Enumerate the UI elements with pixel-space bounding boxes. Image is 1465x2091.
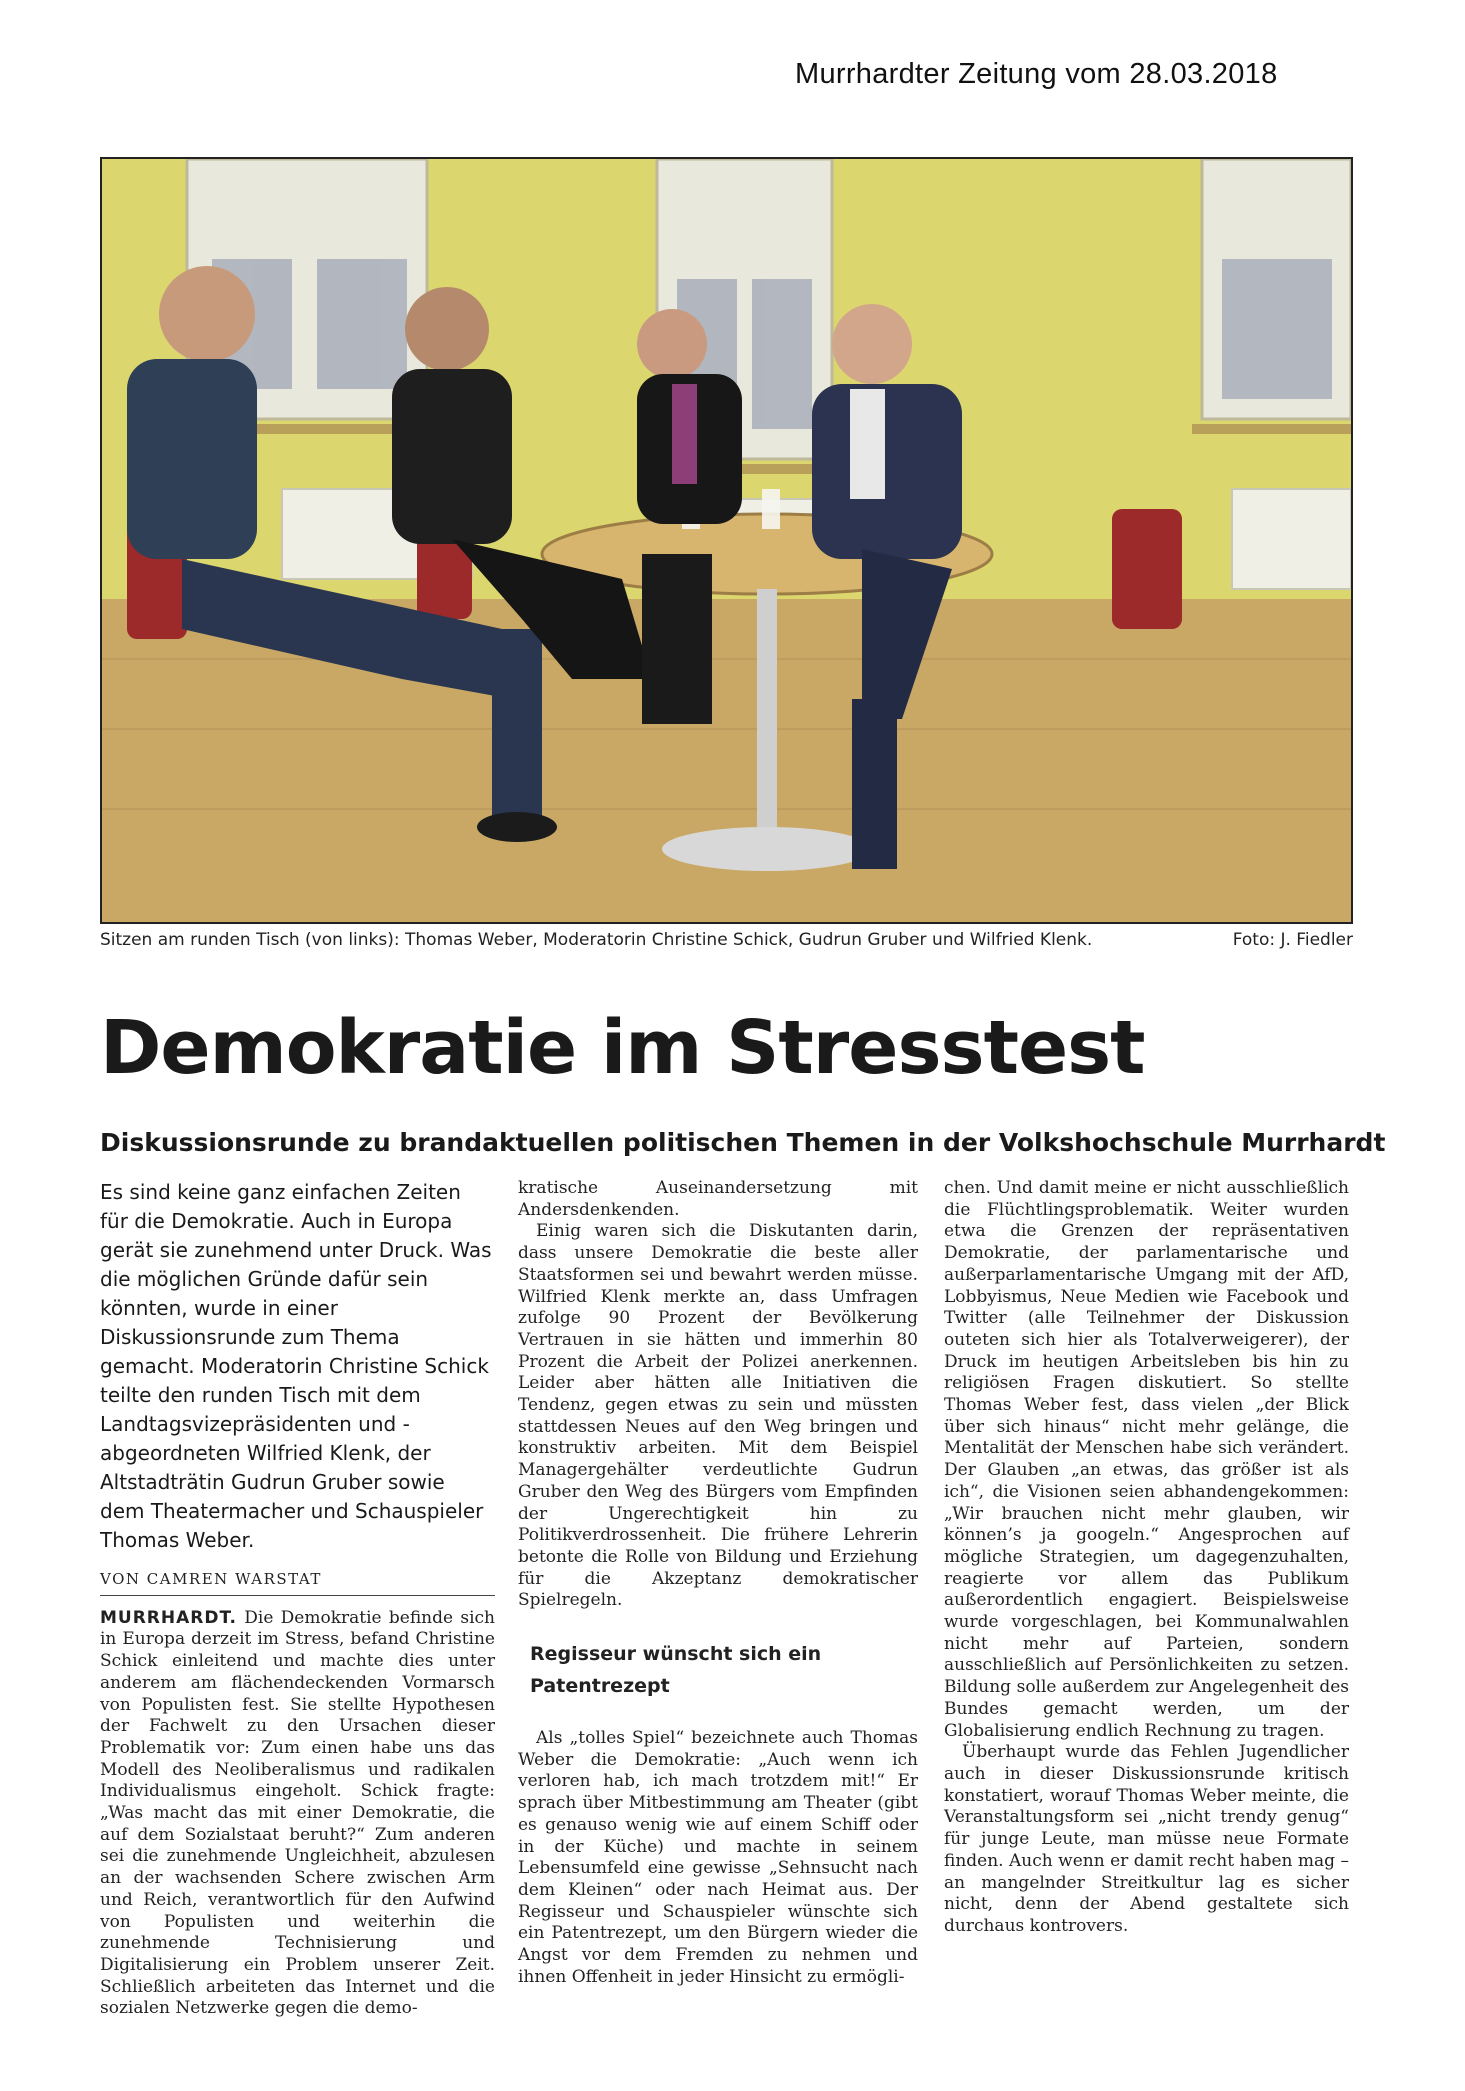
article-body-paragraph xyxy=(100,1608,495,2020)
article-column-2 xyxy=(518,1178,918,1989)
body-text: Die Demokratie befinde sich in Europa derzeit im Stress, befand Christine Schick einleitend und machte dies unter anderem am flächendeckenden Vormarsch von Populisten fest. Sie stellte Hypothesen der Fachwelt zu den Ursachen dieser Problematik vor: Zum einen habe uns das Modell des Neoliberalismus und radikalen Individualismus eingeholt. Schick fragte: „Was macht das mit einer Demokratie, die auf dem Sozialstaat beruht?“ Zum anderen sei die zunehmende Ungleichheit, abzulesen an der wachsenden Schere zwischen Arm und Reich, verantwortlich für den Aufwind von Populisten und weiterhin die zunehmende Technisierung und Digitalisierung ein Problem unserer Zeit. Schließlich arbeiteten das Internet und die sozialen Netzwerke gegen die demo- xyxy=(100,1607,495,2019)
article-column-1 xyxy=(100,1178,495,2020)
photo-caption xyxy=(100,930,1353,950)
article-lead: Es sind keine ganz einfachen Zeiten für die Demokratie. Auch in Europa gerät sie zunehmend unter Druck. Was die möglichen Gründe dafür sein könnten, wurde in einer Diskussionsrunde zum Thema gemacht. Moderatorin Christine Schick teilte den runden Tisch mit dem Landtagsvizepräsidenten und -abgeordneten Wilfried Klenk, der Altstadträtin Gudrun Gruber sowie dem Theatermacher und Schauspieler Thomas Weber. xyxy=(100,1180,492,1552)
article-byline: VON CAMREN WARSTAT xyxy=(100,1569,495,1596)
article-intertitle: Regisseur wünscht sich ein Patentrezept xyxy=(530,1643,822,1698)
article-headline: Demokratie im Stresstest xyxy=(100,1005,1145,1091)
article-body-paragraph: Überhaupt wurde das Fehlen Jugendlicher auch in dieser Diskussionsrunde kritisch konstatiert, worauf Thomas Weber meinte, die Veranstaltungsform sei „nicht trendy genug“ für junge Leute, man müsse neue Formate finden. Auch wenn er damit recht haben mag – an mangelnder Streitkultur lag es sicher nicht, denn der Abend gestaltete sich durchaus kontrovers. xyxy=(944,1742,1349,1936)
article-column-3 xyxy=(944,1178,1349,1938)
photo-credit: Foto: J. Fiedler xyxy=(1232,930,1353,950)
caption-text: Sitzen am runden Tisch (von links): Thomas Weber, Moderatorin Christine Schick, Gudrun Gruber und Wilfried Klenk. xyxy=(100,930,1093,950)
article-photo xyxy=(100,157,1353,924)
article-body-paragraph: chen. Und damit meine er nicht ausschließlich die Flüchtlingsproblematik. Weiter wurden etwa die Grenzen der repräsentativen Demokratie, der parlamentarische und außerparlamentarische Umgang mit der AfD, Lobbyismus, Neue Medien wie Facebook und Twitter (alle Teilnehmer der Diskussion outeten sich hier als Totalverweigerer), der Druck im heutigen Arbeitsleben bis hin zu religiösen Fragen diskutiert. So stellte Thomas Weber fest, dass vielen „der Blick über sich hinaus“ nicht mehr gelänge, die Mentalität der Menschen habe sich verändert. Der Glauben „an etwas, das größer ist als ich“, die Visionen seien abhandengekommen: „Wir brauchen nicht mehr glauben, wir können’s ja googeln.“ Angesprochen auf mögliche Strategien, um dagegenzuhalten, reagierte vor allem das Publikum außerordentlich engagiert. Beispielsweise wurde vorgeschlagen, bei Kommunalwahlen nicht mehr auf Parteien, sondern ausschließlich auf Persönlichkeiten zu setzen. Bildung solle außerdem zur Angelegenheit des Bundes gemacht werden, um der Globalisierung endlich Rechnung zu tragen. xyxy=(944,1178,1349,1741)
article-dateline: MURRHARDT. xyxy=(100,1607,237,1628)
article-body-paragraph: kratische Auseinandersetzung mit Andersdenkenden. xyxy=(518,1178,918,1220)
newspaper-source-line: Murrhardter Zeitung vom 28.03.2018 xyxy=(795,58,1278,90)
article-body-paragraph: Einig waren sich die Diskutanten darin, dass unsere Demokratie die beste aller Staatsformen sei und bewahrt werden müsse. Wilfried Klenk merkte an, dass Umfragen zufolge 90 Prozent der Bevölkerung Vertrauen in sie hätten und immerhin 80 Prozent die Arbeit der Polizei anerkennen. Leider aber hätten alle Initiativen die Tendenz, gegen etwas zu sein und müssten stattdessen Neues auf den Weg bringen und konstruktiv arbeiten. Mit dem Beispiel Managergehälter verdeutlichte Gudrun Gruber den Weg des Bürgers vom Empfinden der Ungerechtigkeit hin zu Politikverdrossenheit. Die frühere Lehrerin betonte die Rolle von Bildung und Erziehung für die Akzeptanz demokratischer Spielregeln. xyxy=(518,1221,918,1611)
article-subheadline: Diskussionsrunde zu brandaktuellen politischen Themen in der Volkshochschule Murrhardt xyxy=(100,1128,1386,1157)
article-body-paragraph: Als „tolles Spiel“ bezeichnete auch Thomas Weber die Demokratie: „Auch wenn ich verloren hab, ich mach trotzdem mit!“ Er sprach über Mitbestimmung am Theater (gibt es genauso wenig wie auf einem Schiff oder in der Küche) und machte in seinem Lebensumfeld eine gewisse „Sehnsucht nach dem Kleinen“ oder nach Heimat aus. Der Regisseur und Schauspieler wünschte sich ein Patentrezept, um den Bürgern wieder die Angst vor dem Fremden zu nehmen und ihnen Offenheit in jeder Hinsicht zu ermögli- xyxy=(518,1728,918,1987)
